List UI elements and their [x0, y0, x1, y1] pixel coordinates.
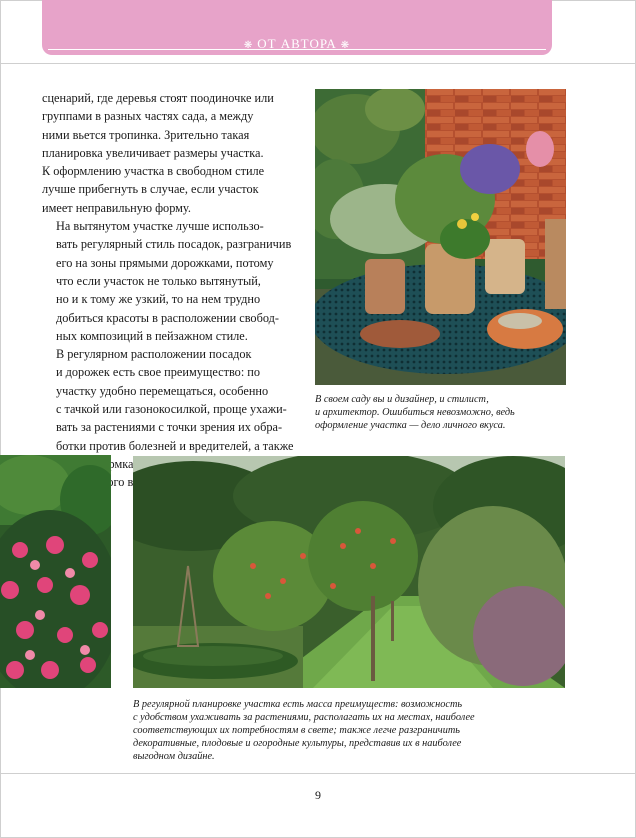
caption-line: и архитектор. Ошибиться невозможно, ведь [315, 407, 515, 418]
caption-line: В регулярной планировке участка есть масса преимуществ: возможность [133, 699, 463, 710]
text-line: К оформлению участка в свободном стиле [42, 164, 265, 179]
text-line: что если участок не только вытянутый, [56, 273, 261, 288]
section-title [42, 36, 552, 52]
text-line: сценарий, где деревья стоят поодиночке или [42, 91, 274, 105]
photo-formal-garden [133, 456, 565, 688]
photo-terrace-table [315, 89, 566, 385]
header-band [42, 0, 552, 55]
photo-rhododendrons [0, 455, 111, 688]
text-line: группами в разных частях сада, а между [42, 109, 254, 124]
text-line: лучше прибегнуть в случае, если участок [42, 182, 259, 197]
body-paragraph [42, 217, 300, 345]
caption-line: оформление участка — дело личного вкуса. [315, 420, 506, 431]
text-line: участку удобно перемещаться, особенно [56, 383, 269, 398]
header-rule [0, 63, 636, 64]
photo-formal-garden-image [133, 456, 565, 688]
text-line: с тачкой или газонокосилкой, проще ухажи- [56, 402, 287, 417]
text-line: имеет неправильную форму. [42, 200, 191, 215]
caption-line: с удобством ухаживать за растениями, располагать их на местах, наиболее [133, 712, 475, 723]
text-line: его на зоны прямыми дорожками, потому [56, 255, 274, 270]
caption-line: соответствующих их потребностям в свете; также легче разграничить [133, 725, 460, 736]
footer-rule [0, 773, 636, 774]
text-line: но и к тому же узкий, то на нем трудно [56, 292, 261, 307]
text-line: планировка увеличивает размеры участка. [42, 145, 264, 160]
body-paragraph [42, 89, 300, 217]
caption-line: выгодном дизайне. [133, 751, 215, 762]
photo-rhododendrons-image [0, 455, 111, 688]
section-title-text: ОТ АВТОРА [257, 36, 337, 51]
caption-line: В своем саду вы и дизайнер, и стилист, [315, 394, 489, 405]
ornament-icon: ❋ [243, 40, 254, 51]
page-number: 9 [315, 788, 321, 802]
text-line: На вытянутом участке лучше использо- [56, 219, 264, 234]
text-line: добиться красоты в расположении свобод- [56, 310, 279, 325]
text-line: ботки против болезней и вредителей, а также [56, 438, 294, 453]
caption-formal-garden [133, 698, 573, 763]
text-line: вать за растениями с точки зрения их обра- [56, 420, 283, 435]
text-line: вать регулярный стиль посадок, разграничив [56, 237, 292, 252]
text-line: ними вьется тропинка. Зрительно такая [42, 127, 250, 142]
ornament-icon: ❋ [340, 40, 351, 51]
caption-line: декоративные, плодовые и огородные культуры, представив их в наиболее [133, 738, 462, 749]
text-line: ных композиций в пейзажном стиле. [56, 328, 248, 343]
caption-terrace-table [315, 393, 570, 432]
text-line: и дорожек есть свое преимущество: по [56, 365, 261, 380]
photo-terrace-table-image [315, 89, 566, 385]
body-text [42, 89, 300, 492]
text-line: В регулярном расположении посадок [56, 347, 252, 362]
